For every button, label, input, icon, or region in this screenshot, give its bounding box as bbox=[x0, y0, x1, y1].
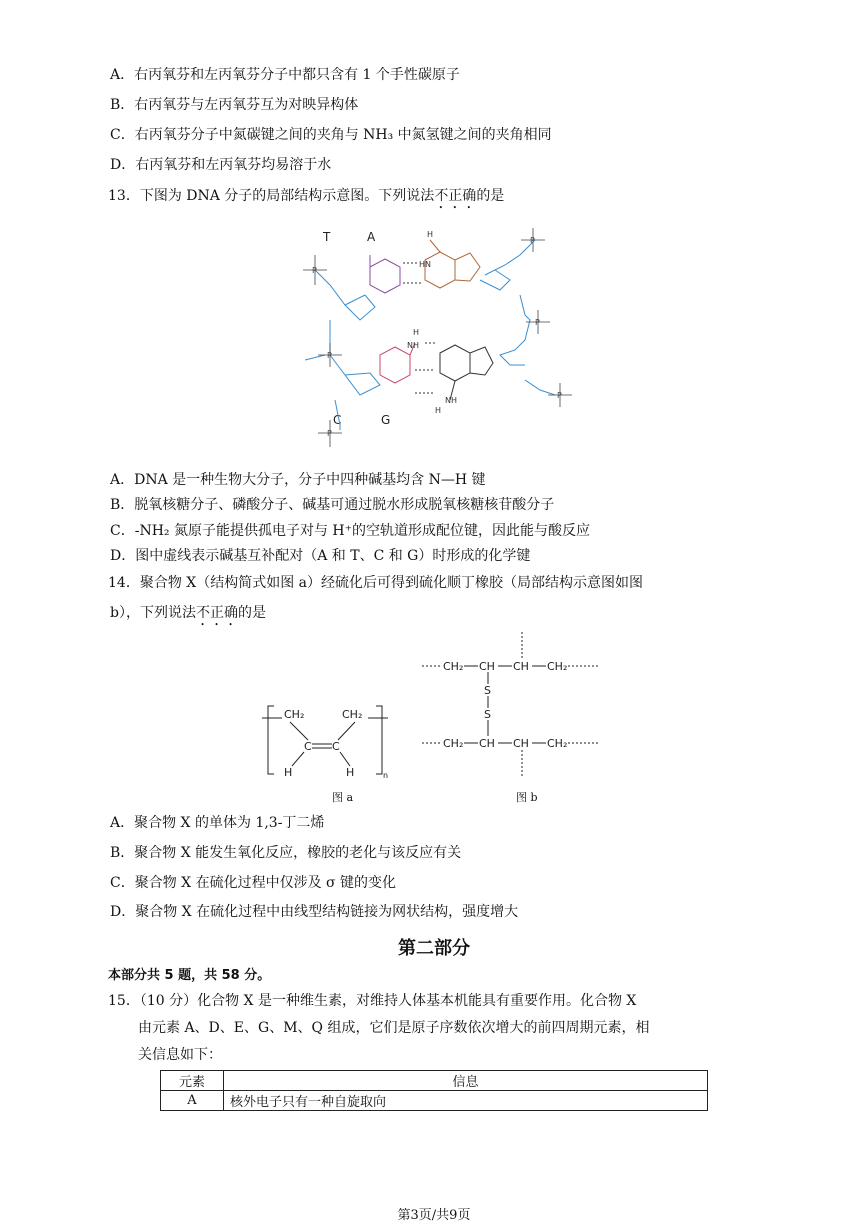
q14-option-c: C．聚合物 X 在硫化过程中仅涉及 σ 键的变化 bbox=[110, 875, 397, 891]
element-info-table bbox=[160, 1070, 708, 1111]
phosphate-p5: P bbox=[535, 318, 540, 327]
header-element: 元素 bbox=[161, 1071, 224, 1091]
fig-b-ch2-3: CH₂ bbox=[443, 737, 464, 750]
phosphate-p2: P bbox=[327, 351, 332, 360]
fig-b-ch2-1: CH₂ bbox=[443, 660, 464, 673]
q14-option-d: D．聚合物 X 在硫化过程中由线型结构链接为网状结构，强度增大 bbox=[110, 904, 519, 920]
q13-option-c: C．-NH₂ 氮原子能提供孤电子对与 H⁺的空轨道形成配位键，因此能与酸反应 bbox=[110, 523, 591, 539]
fig-a-ch2-right: CH₂ bbox=[342, 708, 363, 721]
hb-NH2: NH bbox=[445, 396, 457, 405]
phosphate-p6: P bbox=[557, 391, 562, 400]
table-row bbox=[161, 1091, 708, 1111]
q14-option-a: A．聚合物 X 的单体为 1,3-丁二烯 bbox=[110, 815, 325, 831]
fig-a-c1: C bbox=[304, 740, 312, 753]
table-header-row bbox=[161, 1071, 708, 1091]
q15-line1: 15．（10 分）化合物 X 是一种维生素，对维持人体基本机能具有重要作用。化合物 X bbox=[108, 993, 637, 1009]
header-info: 信息 bbox=[224, 1071, 708, 1091]
fig-b-s2: S bbox=[484, 708, 491, 721]
q14-option-b: B．聚合物 X 能发生氧化反应，橡胶的老化与该反应有关 bbox=[110, 845, 462, 861]
figure-b-vulcanized-rubber bbox=[420, 630, 610, 780]
fig-b-s1: S bbox=[484, 684, 491, 697]
phosphate-p4: P bbox=[530, 236, 535, 245]
q15-line2: 由元素 A、D、E、G、M、Q 组成，它们是原子序数依次增大的前四周期元素，相 bbox=[138, 1020, 650, 1036]
fig-a-h1: H bbox=[284, 766, 293, 779]
label-T: T bbox=[323, 230, 331, 244]
fig-b-ch2-2: CH₂ bbox=[547, 660, 568, 673]
label-C: C bbox=[333, 413, 342, 427]
fig-b-ch2-4: CH₂ bbox=[547, 737, 568, 750]
label-A: A bbox=[367, 230, 376, 244]
q12-option-b: B．右丙氧芬与左丙氧芬互为对映异构体 bbox=[110, 97, 359, 113]
fig-a-h2: H bbox=[346, 766, 355, 779]
q13-option-d: D．图中虚线表示碱基互补配对（A 和 T、C 和 G）时形成的化学键 bbox=[110, 548, 531, 564]
q14-stem-line1: 14．聚合物 X（结构简式如图 a）经硫化后可得到硫化顺丁橡胶（局部结构示意图如图 bbox=[108, 575, 644, 591]
q13-option-b: B．脱氧核糖分子、磷酸分子、碱基可通过脱水形成脱氧核糖核苷酸分子 bbox=[110, 497, 555, 513]
q13-stem: 13．下图为 DNA 分子的局部结构示意图。下列说法不正确的是 bbox=[108, 188, 505, 204]
hb-NH: NH bbox=[407, 341, 419, 350]
fig-b-ch-3: CH bbox=[479, 737, 495, 750]
fig-b-ch-2: CH bbox=[513, 660, 529, 673]
q12-option-d: D．右丙氧芬和左丙氧芬均易溶于水 bbox=[110, 157, 332, 173]
fig-a-c2: C bbox=[332, 740, 340, 753]
part2-title: 第二部分 bbox=[398, 938, 470, 959]
fig-a-caption: 图 a bbox=[332, 791, 354, 804]
q12-option-a: A．右丙氧芬和左丙氧芬分子中都只含有 1 个手性碳原子 bbox=[110, 67, 460, 83]
hb-H1: H bbox=[427, 230, 434, 239]
fig-b-ch-4: CH bbox=[513, 737, 529, 750]
dna-structure-figure bbox=[285, 225, 585, 460]
hb-HN: HN bbox=[419, 260, 431, 269]
hb-H3: H bbox=[435, 406, 442, 415]
q13-option-a: A．DNA 是一种生物大分子，分子中四种碱基均含 N—H 键 bbox=[110, 472, 486, 488]
q12-option-c: C．右丙氧芬分子中氮碳键之间的夹角与 NH₃ 中氮氢键之间的夹角相同 bbox=[110, 127, 552, 143]
page-footer: 第3页/共9页 bbox=[397, 1208, 471, 1223]
fig-a-n: n bbox=[383, 771, 389, 780]
q15-line3: 关信息如下： bbox=[138, 1047, 222, 1063]
cell-info: 核外电子只有一种自旋取向 bbox=[224, 1091, 708, 1111]
phosphate-p3: P bbox=[327, 429, 332, 438]
fig-b-ch-1: CH bbox=[479, 660, 495, 673]
cell-element: A bbox=[161, 1091, 224, 1111]
label-G: G bbox=[381, 413, 391, 427]
fig-b-caption: 图 b bbox=[516, 791, 538, 804]
phosphate-p1: P bbox=[312, 266, 317, 275]
figure-a-polymer-x bbox=[260, 700, 390, 782]
part2-note: 本部分共 5 题，共 58 分。 bbox=[108, 968, 271, 983]
q14-stem-line2: b），下列说法不正确的是 bbox=[110, 605, 266, 621]
hb-H2: H bbox=[413, 328, 420, 337]
fig-a-ch2-left: CH₂ bbox=[284, 708, 305, 721]
